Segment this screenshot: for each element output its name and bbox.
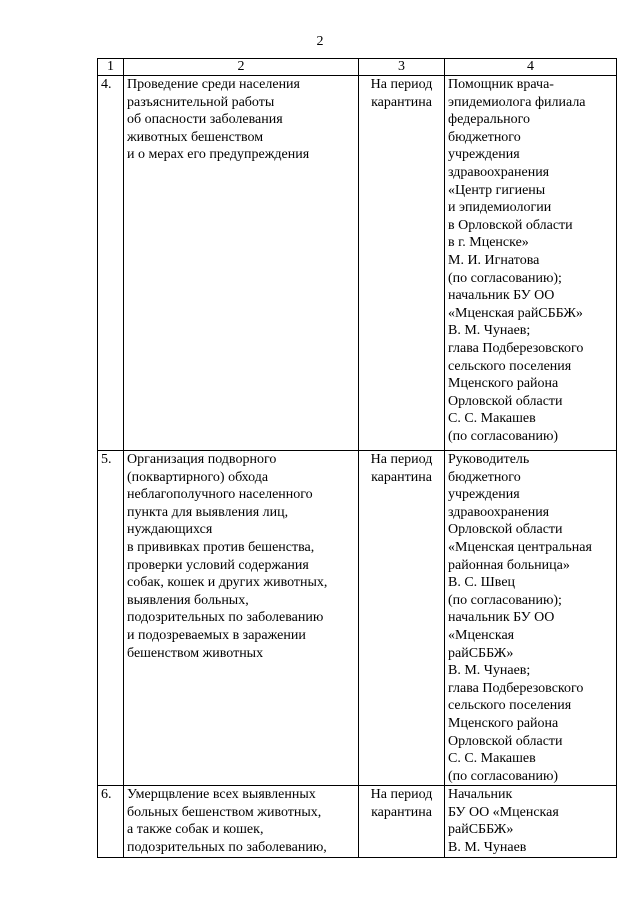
- row-responsible: Руководитель бюджетного учреждения здравоохранения Орловской области «Мценская центральная районная больница» В. С. Швец (по согласованию); начальник БУ ОО «Мценская райСББЖ» В. М. Чунаев; глава Подберезовского сельского поселения Мценского района Орловской области С. С. Макашев (по согласованию): [445, 451, 617, 786]
- row-number: 5.: [98, 451, 124, 786]
- row-number: 4.: [98, 76, 124, 451]
- header-col-4: 4: [445, 59, 617, 76]
- table-header-row: [98, 59, 617, 76]
- table-row: [98, 451, 617, 786]
- row-responsible: Начальник БУ ОО «Мценская райСББЖ» В. М. Чунаев: [445, 786, 617, 858]
- row-responsible: Помощник врача- эпидемиолога филиала федерального бюджетного учреждения здравоохранения «Центр гигиены и эпидемиологии в Орловской области в г. Мценске» М. И. Игнатова (по согласованию); начальник БУ ОО «Мценская райСББЖ» В. М. Чунаев; глава Подберезовского сельского поселения Мценского района Орловской области С. С. Макашев (по согласованию): [445, 76, 617, 451]
- table-row: [98, 786, 617, 858]
- page-number: 2: [316, 34, 324, 49]
- row-period: На период карантина: [359, 786, 445, 858]
- measures-table: [97, 58, 617, 858]
- header-col-2: 2: [124, 59, 359, 76]
- table-row: [98, 76, 617, 451]
- row-action: Проведение среди населения разъяснительной работы об опасности заболевания животных бешенством и о мерах его предупреждения: [124, 76, 359, 451]
- row-period: На период карантина: [359, 451, 445, 786]
- row-action: Умерщвление всех выявленных больных бешенством животных, а также собак и кошек, подозрительных по заболеванию,: [124, 786, 359, 858]
- row-number: 6.: [98, 786, 124, 858]
- row-action: Организация подворного (поквартирного) обхода неблагополучного населенного пункта для выявления лиц, нуждающихся в прививках против бешенства, проверки условий содержания собак, кошек и других животных, выявления больных, подозрительных по заболеванию и подозреваемых в заражении бешенством животных: [124, 451, 359, 786]
- row-period: На период карантина: [359, 76, 445, 451]
- header-col-3: 3: [359, 59, 445, 76]
- header-col-1: 1: [98, 59, 124, 76]
